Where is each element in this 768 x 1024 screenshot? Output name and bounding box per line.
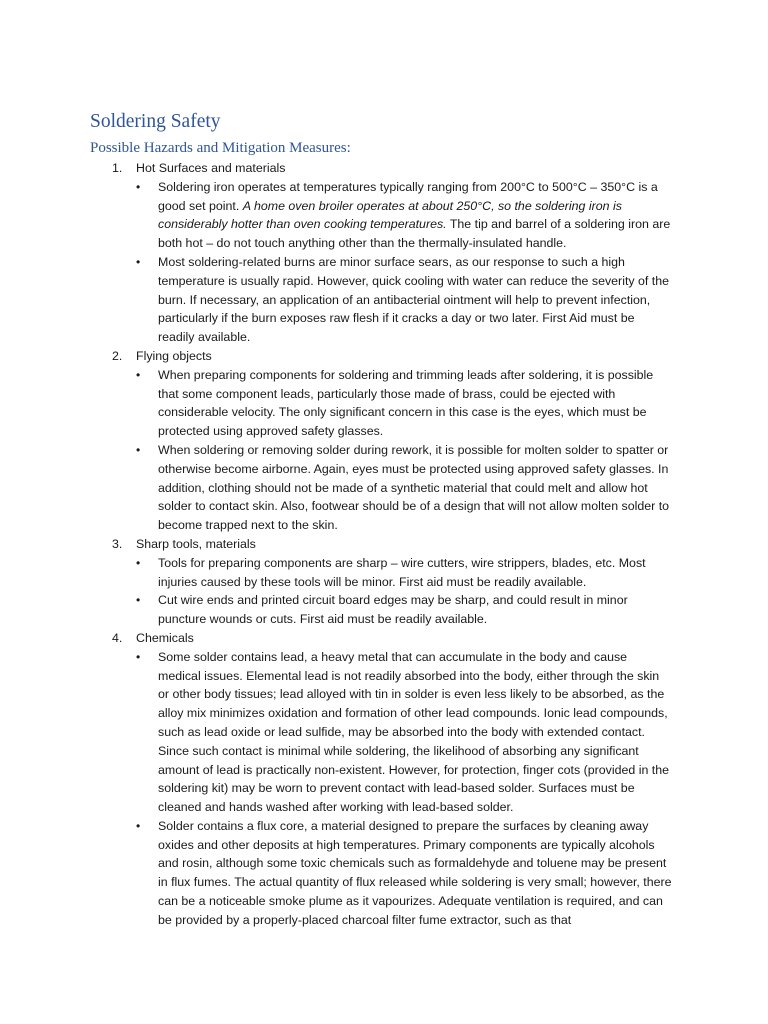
document-body bbox=[90, 110, 680, 930]
bullet-item bbox=[136, 441, 680, 535]
bullet-item bbox=[136, 178, 680, 253]
bullet-icon: • bbox=[136, 254, 141, 269]
bullet-text: When soldering or removing solder during rework, it is possible for molten solder to spatter or otherwise become airborne. Again, eyes must be protected using approved safety glasses. In addition, clothing should not be made of a synthetic material that could melt and allow hot solder to contact skin. Also, footwear should be of a design that will not allow molten solder to become trapped next to the skin. bbox=[158, 442, 670, 533]
bullet-list bbox=[90, 648, 680, 930]
bullet-item bbox=[136, 591, 680, 629]
bullet-icon: • bbox=[136, 367, 141, 382]
bullet-list bbox=[90, 554, 680, 629]
bullet-icon: • bbox=[136, 593, 141, 608]
bullet-icon: • bbox=[136, 442, 141, 457]
section-title: Chemicals bbox=[136, 630, 194, 645]
bullet-text: When preparing components for soldering and trimming leads after soldering, it is possible that some component leads, particularly those made of brass, could be ejected with considerable velocity. The only significant concern in this case is the eyes, which must be protected using approved safety glasses. bbox=[158, 367, 654, 439]
document-subtitle: Possible Hazards and Mitigation Measures: bbox=[90, 140, 351, 156]
section-number: 4. bbox=[112, 630, 123, 645]
bullet-item bbox=[136, 817, 680, 930]
bullet-icon: • bbox=[136, 818, 141, 833]
bullet-icon: • bbox=[136, 179, 141, 194]
hazard-section bbox=[90, 347, 680, 535]
section-number: 1. bbox=[112, 161, 123, 175]
bullet-text: Most soldering-related burns are minor surface sears, as our response to such a high temperature is usually rapid. However, quick cooling with water can reduce the severity of the burn. If necessary, an application of an antibacterial ointment will help to prevent infection, particularly if the burn exposes raw flesh if it cracks a day or two later. First Aid must be readily available. bbox=[158, 254, 670, 345]
bullet-item bbox=[136, 554, 680, 592]
bullet-list bbox=[90, 178, 680, 347]
section-number: 3. bbox=[112, 536, 123, 551]
bullet-text: Some solder contains lead, a heavy metal that can accumulate in the body and cause medical issues. Elemental lead is not readily absorbed into the body, either through the skin or other body tissues; lead alloyed with tin in solder is even less likely to be absorbed, as the alloy mix minimizes oxidation and formation of other lead compounds. Ionic lead compounds, such as lead oxide or lead sulfide, may be absorbed into the body with extended contact. Since such contact is minimal while soldering, the likelihood of absorbing any significant amount of lead is practically non-existent. However, for protection, finger cots (provided in the soldering kit) may be worn to prevent contact with lead-based solder. Surfaces must be cleaned and hands washed after working with lead-based solder. bbox=[158, 649, 670, 815]
bullet-icon: • bbox=[136, 555, 141, 570]
bullet-item bbox=[136, 253, 680, 347]
bullet-item bbox=[136, 648, 680, 817]
bullet-text: Solder contains a flux core, a material designed to prepare the surfaces by cleaning away oxides and other deposits at high temperatures. Primary components are typically alcohols and rosin, although some toxic chemicals such as formaldehyde and toluene may be present in flux fumes. The actual quantity of flux released while soldering is very small; however, there can be a noticeable smoke plume as it vapourizes. Adequate ventilation is required, and can be provided by a properly-placed charcoal filter fume extractor, such as that bbox=[158, 818, 672, 927]
section-title: Flying objects bbox=[136, 348, 212, 363]
bullet-icon: • bbox=[136, 649, 141, 664]
hazard-section bbox=[90, 629, 680, 930]
section-heading bbox=[90, 159, 680, 178]
hazard-list bbox=[90, 159, 680, 930]
bullet-italic-text: A home oven broiler operates at about 250°C, so the soldering iron is considerably hotter than oven cooking temperatures. bbox=[158, 198, 622, 232]
bullet-text: Tools for preparing components are sharp – wire cutters, wire strippers, blades, etc. Most injuries caused by these tools will be minor. First aid must be readily available. bbox=[158, 555, 646, 589]
section-heading bbox=[90, 347, 680, 366]
document-title: Soldering Safety bbox=[90, 111, 221, 132]
section-title: Sharp tools, materials bbox=[136, 536, 256, 551]
section-title: Hot Surfaces and materials bbox=[136, 161, 286, 175]
bullet-text: Soldering iron operates at temperatures typically ranging from 200°C to 500°C – 350°C is a good set point. bbox=[158, 179, 658, 213]
bullet-text: The tip and barrel of a soldering iron are both hot – do not touch anything other than the thermally-insulated handle. bbox=[158, 217, 671, 251]
hazard-section bbox=[90, 535, 680, 629]
bullet-text: Cut wire ends and printed circuit board edges may be sharp, and could result in minor puncture wounds or cuts. First aid must be readily available. bbox=[158, 593, 628, 627]
bullet-list bbox=[90, 366, 680, 535]
section-heading bbox=[90, 535, 680, 554]
hazard-section bbox=[90, 159, 680, 347]
bullet-item bbox=[136, 366, 680, 441]
section-heading bbox=[90, 629, 680, 648]
section-number: 2. bbox=[112, 348, 123, 363]
